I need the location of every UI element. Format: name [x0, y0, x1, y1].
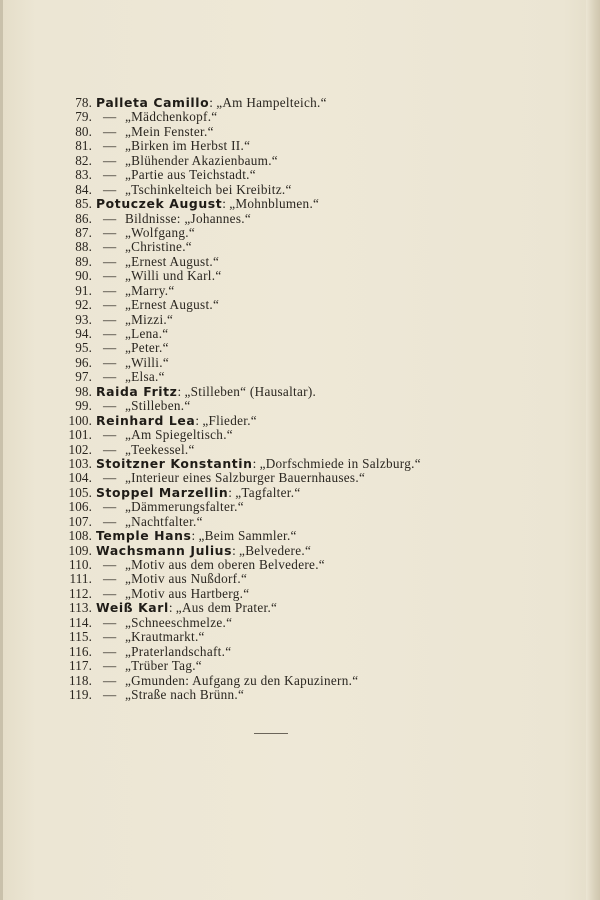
ditto-dash: — [103, 239, 117, 255]
ditto-dash: — [103, 354, 117, 370]
entry-number: 90. [75, 268, 92, 284]
catalogue-entry [62, 486, 582, 500]
entry-number: 94. [75, 326, 92, 341]
catalogue-entry [62, 544, 582, 558]
catalogue-entry [62, 139, 582, 153]
artist-name: Stoitzner Konstantin [96, 455, 253, 471]
artwork-title: „Teekessel.“ [125, 441, 195, 457]
catalogue-entry [62, 601, 582, 615]
ditto-dash: — [103, 224, 117, 240]
catalogue-entry [62, 269, 582, 283]
catalogue-entry [62, 125, 582, 139]
catalogue-entry [62, 500, 582, 514]
artist-name: Raida Fritz [96, 383, 178, 399]
entry-number: 106. [68, 499, 92, 515]
ditto-dash: — [103, 311, 117, 327]
artwork-title: „Elsa.“ [125, 369, 165, 385]
entry-number: 109. [68, 542, 92, 558]
entry-number: 97. [75, 369, 92, 385]
catalogue-entry [62, 385, 582, 399]
artwork-title: „Tschinkelteich bei Kreibitz.“ [125, 181, 292, 197]
ditto-dash: — [103, 369, 117, 385]
ditto-dash: — [103, 297, 117, 313]
artwork-title: Bildnisse: „Johannes.“ [125, 210, 252, 226]
artist-separator: : [228, 484, 232, 500]
ditto-dash: — [103, 398, 117, 414]
catalogue-entry [62, 370, 582, 384]
artist-separator: : [232, 542, 236, 558]
entry-number: 116. [69, 643, 92, 659]
ditto-dash: — [103, 557, 117, 572]
entry-number: 93. [75, 311, 92, 327]
catalogue-entry [62, 284, 582, 298]
catalogue-entry [62, 226, 582, 240]
artwork-title: „Interieur eines Salzburger Bauernhauses.“ [125, 470, 366, 486]
artist-name: Stoppel Marzellin [96, 484, 229, 500]
entry-number: 84. [75, 181, 92, 197]
catalogue-entry [62, 443, 582, 457]
catalogue-entry [62, 414, 582, 428]
catalogue-entry [62, 255, 582, 269]
catalogue-entry [62, 110, 582, 124]
ditto-dash: — [103, 123, 117, 139]
artwork-title: „Straße nach Brünn.“ [125, 686, 245, 702]
ditto-dash: — [103, 571, 117, 587]
artwork-title: „Krautmarkt.“ [125, 629, 205, 645]
entry-number: 119. [69, 686, 92, 702]
catalogue-entry [62, 168, 582, 182]
artwork-title: „Mizzi.“ [125, 311, 174, 327]
entry-number: 105. [68, 484, 92, 500]
entry-number: 91. [75, 282, 92, 298]
artist-separator: : [195, 412, 200, 428]
ditto-dash: — [103, 499, 117, 515]
artist-separator: : [209, 95, 213, 110]
catalogue-entry [62, 674, 582, 688]
entry-number: 100. [68, 412, 92, 428]
artwork-title: „Mein Fenster.“ [125, 123, 214, 139]
artwork-title: „Dämmerungsfalter.“ [125, 499, 244, 515]
ditto-dash: — [103, 658, 117, 674]
ditto-dash: — [103, 138, 117, 154]
catalogue-entry [62, 96, 582, 110]
catalogue-entry [62, 399, 582, 413]
entry-number: 103. [68, 455, 92, 471]
artwork-title: „Motiv aus Nußdorf.“ [125, 571, 248, 587]
artist-separator: : [222, 196, 226, 212]
catalogue-entry [62, 471, 582, 485]
entry-number: 89. [75, 253, 92, 269]
catalogue-entry [62, 572, 582, 586]
artist-name: Palleta Camillo [96, 95, 210, 110]
catalogue-entry [62, 529, 582, 543]
entry-number: 107. [68, 513, 92, 529]
entry-number: 112. [69, 585, 92, 601]
artwork-title: „Stilleben“ (Hausaltar). [184, 383, 317, 399]
ditto-dash: — [103, 643, 117, 659]
artist-name: Potuczek August [96, 196, 223, 212]
entry-number: 83. [75, 167, 92, 183]
entry-number: 85. [75, 196, 92, 212]
artwork-title: „Praterlandschaft.“ [125, 643, 232, 659]
artist-separator: : [252, 455, 257, 471]
artist-name: Temple Hans [96, 528, 192, 544]
catalogue-entry [62, 645, 582, 659]
entry-number: 111. [69, 571, 92, 587]
ditto-dash: — [103, 152, 117, 168]
artwork-title: „Motiv aus dem oberen Belvedere.“ [125, 557, 325, 572]
artwork-title: „Beim Sammler.“ [198, 528, 297, 544]
artwork-title: „Am Hampelteich.“ [216, 95, 327, 110]
catalogue-entry [62, 659, 582, 673]
entry-number: 82. [75, 152, 92, 168]
page-right-edge [586, 0, 600, 900]
ditto-dash: — [103, 427, 117, 443]
entry-number: 95. [75, 340, 92, 356]
artist-separator: : [177, 383, 182, 399]
end-divider [254, 733, 288, 734]
catalogue-entry [62, 457, 582, 471]
entry-number: 81. [75, 138, 92, 154]
artwork-title: „Christine.“ [125, 239, 192, 255]
catalogue-entry [62, 240, 582, 254]
catalogue-entry [62, 587, 582, 601]
entry-number: 92. [75, 297, 92, 313]
catalogue-entry [62, 212, 582, 226]
entry-number: 110. [69, 557, 92, 572]
artwork-title: „Mohnblumen.“ [229, 196, 320, 212]
artwork-title: „Nachtfalter.“ [125, 513, 203, 529]
artist-separator: : [168, 600, 173, 616]
artwork-title: „Ernest August.“ [125, 297, 220, 313]
catalogue-entry [62, 313, 582, 327]
entry-number: 113. [69, 600, 92, 616]
catalogue-entry [62, 630, 582, 644]
entry-number: 117. [69, 658, 92, 674]
ditto-dash: — [103, 282, 117, 298]
catalogue-entry [62, 183, 582, 197]
entry-number: 98. [75, 383, 92, 399]
ditto-dash: — [103, 441, 117, 457]
catalogue-entry [62, 515, 582, 529]
ditto-dash: — [103, 340, 117, 356]
entry-number: 114. [69, 614, 92, 630]
artwork-title: „Belvedere.“ [239, 542, 312, 558]
ditto-dash: — [103, 268, 117, 284]
ditto-dash: — [103, 470, 117, 486]
entry-number: 102. [68, 441, 92, 457]
entry-number: 108. [68, 528, 92, 544]
artwork-title: „Ernest August.“ [125, 253, 220, 269]
ditto-dash: — [103, 513, 117, 529]
entry-number: 80. [75, 123, 92, 139]
catalogue-entry [62, 327, 582, 341]
ditto-dash: — [103, 629, 117, 645]
catalogue-entry [62, 616, 582, 630]
catalogue-entry [62, 356, 582, 370]
artwork-title: „Tagfalter.“ [235, 484, 301, 500]
entry-number: 104. [68, 470, 92, 486]
artwork-title: „Schneeschmelze.“ [125, 614, 233, 630]
catalogue-entry [62, 558, 582, 572]
artwork-title: „Aus dem Prater.“ [175, 600, 278, 616]
artwork-title: „Flieder.“ [202, 412, 257, 428]
ditto-dash: — [103, 210, 117, 226]
artwork-title: „Partie aus Teichstadt.“ [125, 167, 256, 183]
artwork-title: „Mädchenkopf.“ [125, 109, 218, 125]
entry-number: 87. [75, 224, 92, 240]
artwork-title: „Trüber Tag.“ [125, 658, 202, 674]
ditto-dash: — [103, 181, 117, 197]
entry-number: 101. [68, 427, 92, 443]
entry-number: 115. [69, 629, 92, 645]
artist-name: Weiß Karl [96, 600, 169, 616]
ditto-dash: — [103, 326, 117, 341]
artwork-title: „Stilleben.“ [125, 398, 191, 414]
artwork-title: „Motiv aus Hartberg.“ [125, 585, 250, 601]
artist-name: Reinhard Lea [96, 412, 196, 428]
catalogue-entry [62, 298, 582, 312]
artwork-title: „Birken im Herbst II.“ [125, 138, 251, 154]
artwork-title: „Dorfschmiede in Salzburg.“ [259, 455, 421, 471]
artwork-title: „Marry.“ [125, 282, 175, 298]
catalogue-entry [62, 688, 582, 702]
entry-number: 78. [75, 95, 92, 110]
artwork-title: „Gmunden: Aufgang zu den Kapuzinern.“ [125, 672, 359, 688]
artwork-title: „Willi.“ [125, 354, 169, 370]
artwork-title: „Willi und Karl.“ [125, 268, 222, 284]
catalogue-entry [62, 341, 582, 355]
catalogue-entry [62, 428, 582, 442]
artist-name: Wachsmann Julius [96, 542, 233, 558]
artwork-title: „Blühender Akazienbaum.“ [125, 152, 278, 168]
ditto-dash: — [103, 253, 117, 269]
page-left-edge [0, 0, 3, 900]
ditto-dash: — [103, 109, 117, 125]
ditto-dash: — [103, 585, 117, 601]
ditto-dash: — [103, 167, 117, 183]
catalogue-list [62, 96, 582, 702]
entry-number: 118. [69, 672, 92, 688]
catalogue-entry [62, 197, 582, 211]
ditto-dash: — [103, 614, 117, 630]
artwork-title: „Wolfgang.“ [125, 224, 195, 240]
artist-separator: : [191, 528, 196, 544]
artwork-title: „Peter.“ [125, 340, 169, 356]
ditto-dash: — [103, 686, 117, 702]
entry-number: 96. [75, 354, 92, 370]
ditto-dash: — [103, 672, 117, 688]
entry-number: 86. [75, 210, 92, 226]
catalogue-entry [62, 154, 582, 168]
entry-number: 79. [75, 109, 92, 125]
artwork-title: „Am Spiegeltisch.“ [125, 427, 233, 443]
entry-number: 99. [75, 398, 92, 414]
entry-number: 88. [75, 239, 92, 255]
artwork-title: „Lena.“ [125, 326, 169, 341]
